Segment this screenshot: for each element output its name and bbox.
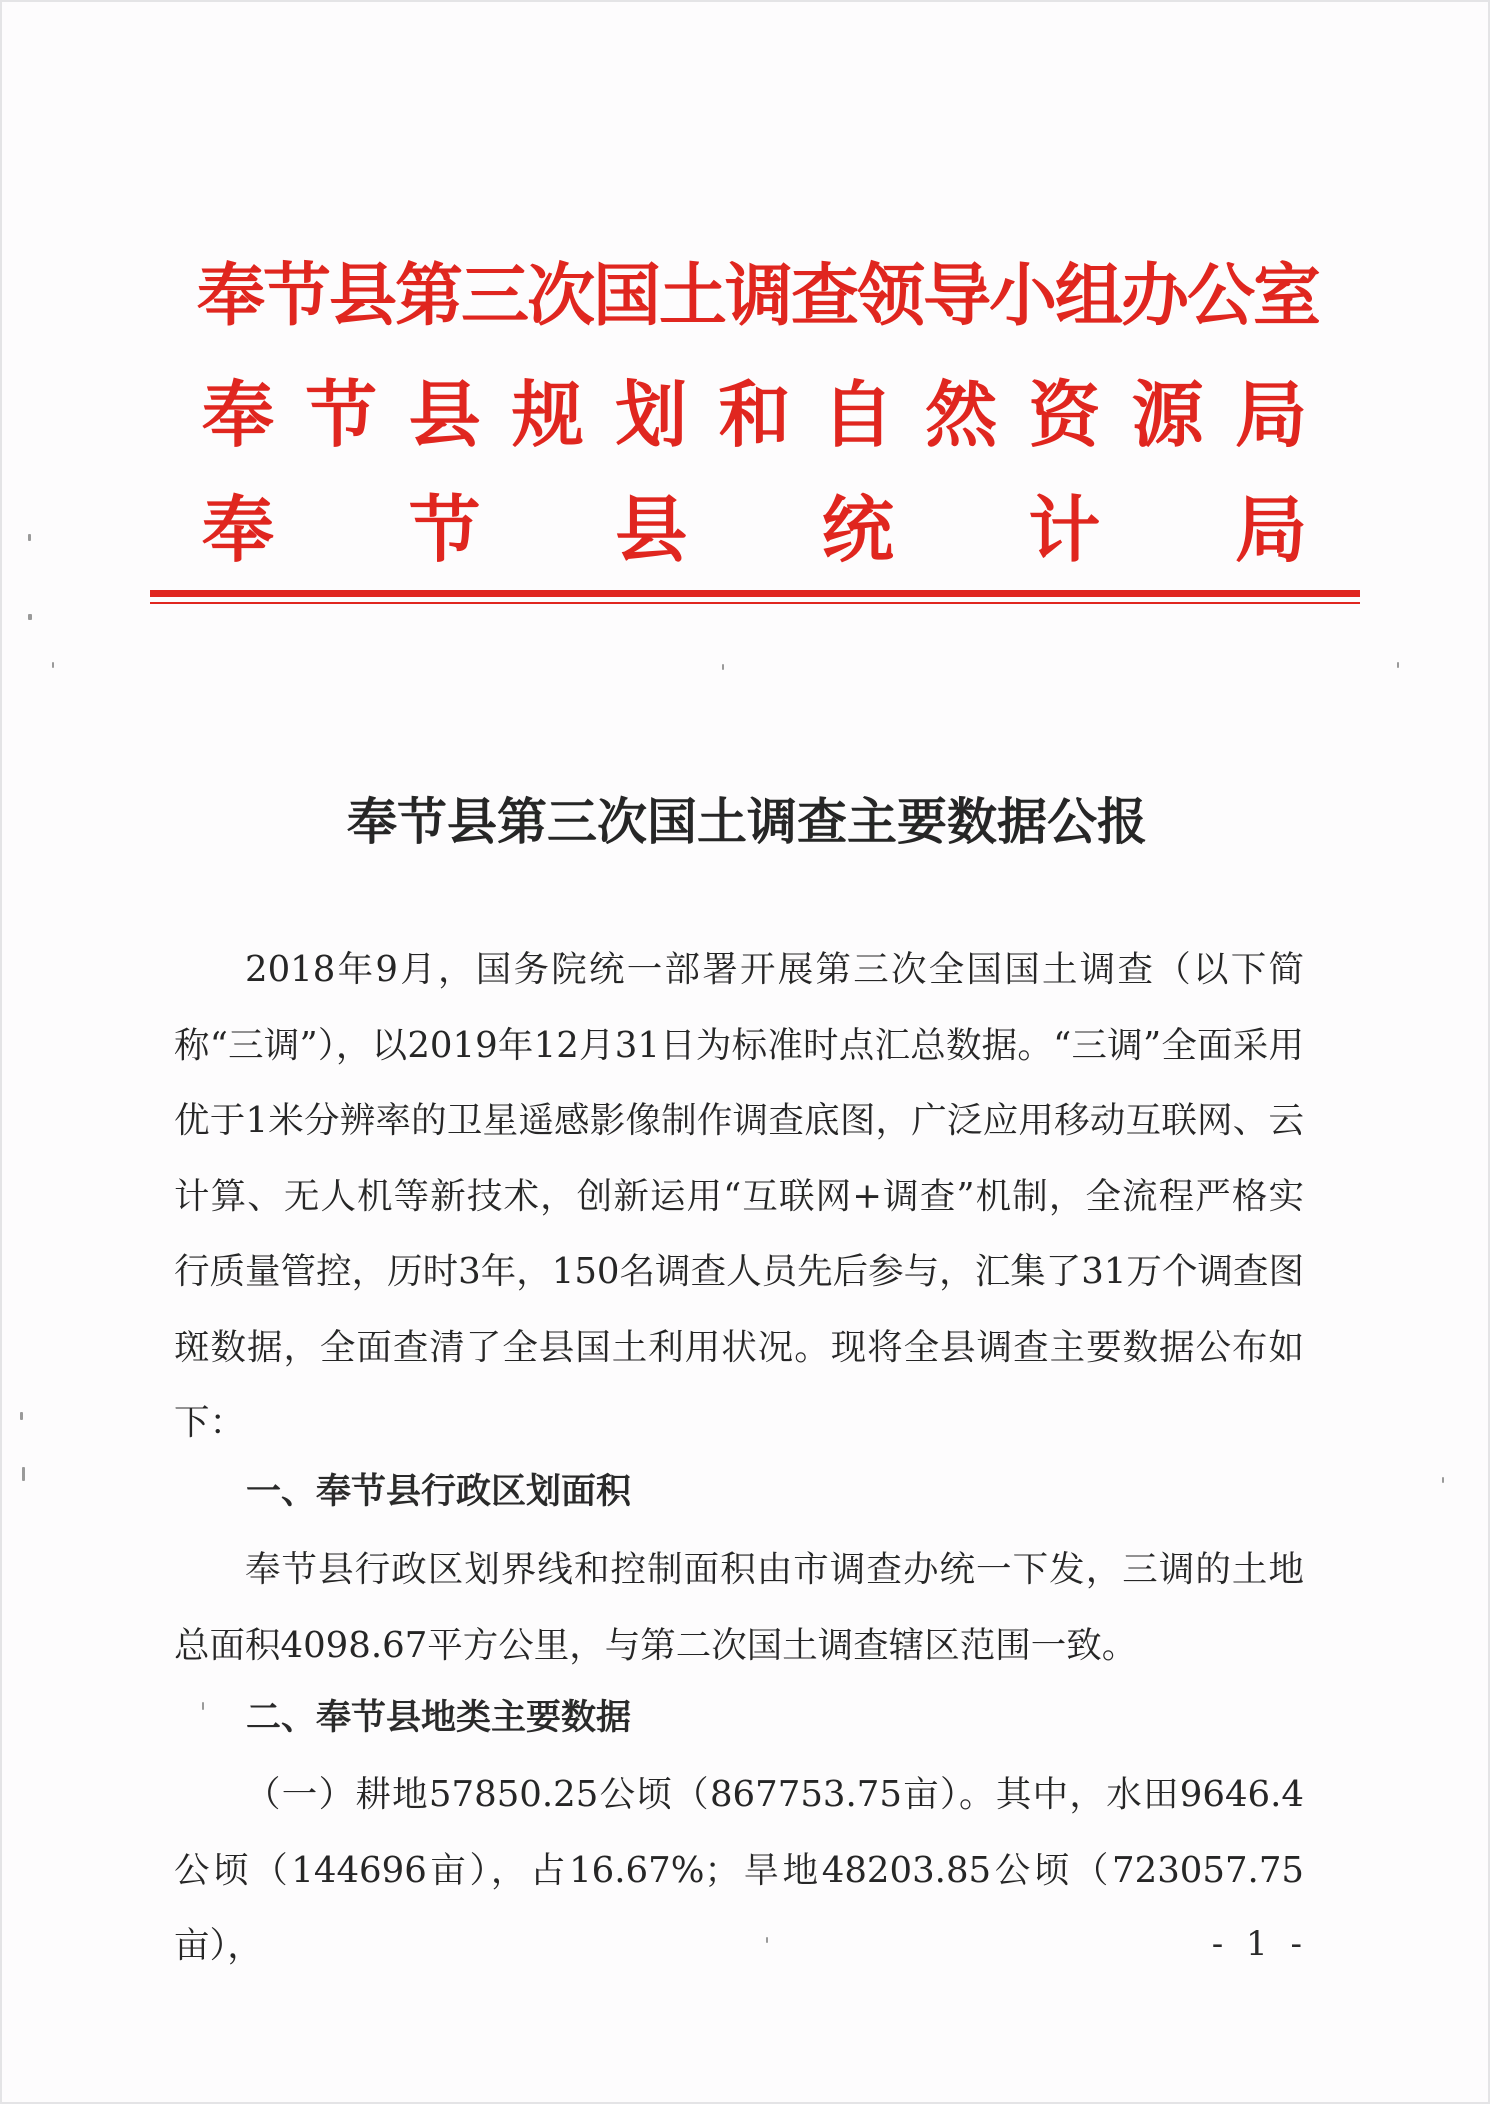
letterhead-char: 节 (305, 372, 378, 457)
scan-speck (722, 664, 724, 670)
letterhead-char: 规 (511, 372, 584, 457)
scan-speck (202, 1702, 204, 1710)
scan-speck (766, 1937, 768, 1943)
letterhead-char: 县 (615, 487, 688, 572)
letterhead-char: 自 (821, 372, 894, 457)
letterhead-char: 奉 (202, 372, 275, 457)
body-paragraph-1 (174, 932, 1304, 1461)
letterhead-line-1: 奉节县第三次国土调查领导小组办公室 (197, 256, 1320, 336)
letterhead-char: 资 (1028, 372, 1101, 457)
scan-speck (22, 1467, 25, 1481)
page-number: - 1 - (1211, 1924, 1308, 1964)
section-heading-1: 一、奉节县行政区划面积 (246, 1472, 632, 1512)
letterhead-char: 县 (408, 372, 481, 457)
body-paragraph-2 (174, 1532, 1304, 1683)
letterhead-char: 源 (1131, 372, 1204, 457)
letterhead-char: 然 (925, 372, 998, 457)
letterhead-char: 局 (1234, 487, 1307, 572)
letterhead-char: 计 (1028, 487, 1101, 572)
letterhead-char: 和 (718, 372, 791, 457)
letterhead-char: 统 (821, 487, 894, 572)
scan-speck (52, 662, 54, 668)
scan-speck (20, 1412, 23, 1420)
letterhead-line-3 (202, 472, 1307, 576)
letterhead-char: 划 (615, 372, 688, 457)
letterhead-char: 奉 (202, 487, 275, 572)
paragraph-text: 2018年9月，国务院统一部署开展第三次全国国土调查（以下简称“三调”），以2019年12月31日为标准时点汇总数据。“三调”全面采用优于1米分辨率的卫星遥感影像制作调查底图，广泛应用移动互联网、云计算、无人机等新技术，创新运用“互联网+调查”机制，全流程严格实行质量管控，历时3年，150名调查人员先后参与，汇集了31万个调查图斑数据，全面查清了全县国土利用状况。现将全县调查主要数据公布如下： (174, 949, 1304, 1443)
letterhead-line-2 (202, 357, 1307, 461)
paragraph-text: （一）耕地57850.25公顷（867753.75亩）。其中，水田9646.4公顷（144696亩），占16.67%；旱地48203.85公顷（723057.75亩）， (174, 1774, 1304, 1966)
scan-speck (28, 614, 32, 620)
section-heading-2: 二、奉节县地类主要数据 (246, 1698, 632, 1738)
scan-speck (28, 534, 31, 541)
letterhead-char: 节 (408, 487, 481, 572)
body-paragraph-3 (174, 1757, 1304, 1984)
letterhead-char: 局 (1234, 372, 1307, 457)
scan-speck (1442, 1477, 1444, 1483)
scan-speck (1397, 662, 1399, 668)
paragraph-text: 奉节县行政区划界线和控制面积由市调查办统一下发，三调的土地总面积4098.67平方公里，与第二次国土调查辖区范围一致。 (174, 1549, 1304, 1666)
document-title: 奉节县第三次国土调查主要数据公报 (347, 792, 1147, 851)
letterhead-rule-thick (150, 590, 1360, 597)
letterhead-rule-thin (150, 602, 1360, 604)
